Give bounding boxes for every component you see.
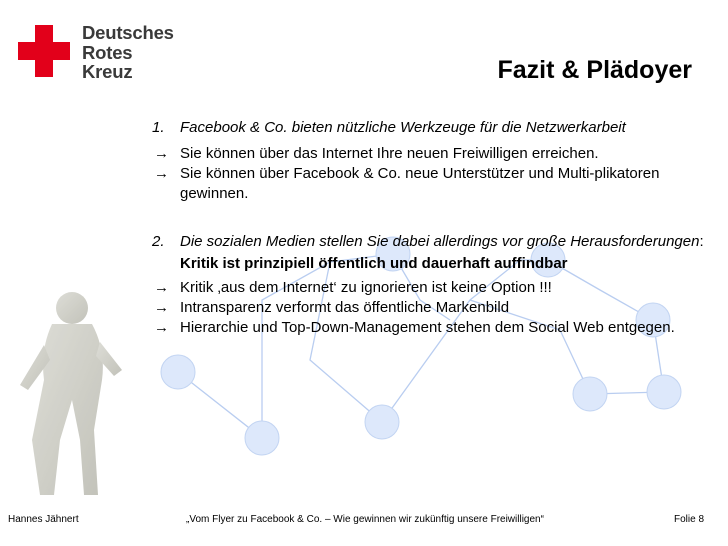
section-2-heading [152,232,712,252]
bullet-text: Sie können über das Internet Ihre neuen Freiwilligen erreichen. [180,145,599,162]
footer-author: Hannes Jähnert [8,514,79,525]
arrow-right-icon: → [154,299,169,316]
bullet-text: Intransparenz verformt das öffentliche Markenbild [180,299,510,316]
bullet-item [152,164,712,204]
section-number: 1. [152,119,165,136]
network-node [365,405,399,439]
network-node [245,421,279,455]
arrow-right-icon: → [154,145,169,162]
bullet-item [152,318,712,338]
network-node [647,375,681,409]
logo-line: Deutsches [82,22,174,43]
bullet-text: Hierarchie und Top-Down-Management stehen dem Social Web entgegen. [180,319,675,336]
footer-slide-number: Folie 8 [673,514,704,525]
bullet-item [152,298,712,318]
figure-silhouette [10,290,130,500]
bullet-text: Sie können über Facebook & Co. neue Unterstützer und Multi-plikatoren gewinnen. [180,165,660,202]
arrow-right-icon: → [154,319,169,336]
network-node [573,377,607,411]
arrow-right-icon: → [154,165,169,182]
section-heading-text: Die sozialen Medien stellen Sie dabei allerdings vor große Herausforderungen [180,233,700,250]
bullet-text: Kritik ‚aus dem Internet‘ zu ignorieren ist keine Option !!! [180,279,552,296]
highlight-statement: Kritik ist prinzipiell öffentlich und dauerhaft auffindbar [180,255,568,272]
logo-wordmark [82,23,174,82]
logo-line: Kreuz [82,61,133,82]
bullet-item [152,278,712,298]
footer-talk-title: „Vom Flyer zu Facebook & Co. – Wie gewinnen wir zukünftig unsere Freiwilligen“ [186,514,544,525]
network-node [161,355,195,389]
bullet-item [152,144,712,164]
section-1-heading [152,118,712,138]
heading-suffix: : [699,233,704,250]
slide-title: Fazit & Plädoyer [497,56,692,84]
section-number: 2. [152,233,165,250]
logo-line: Rotes [82,41,133,63]
arrow-right-icon: → [154,279,169,296]
section-heading-text: Facebook & Co. bieten nützliche Werkzeuge für die Netzwerkarbeit [180,119,626,136]
slide-content [152,118,712,338]
